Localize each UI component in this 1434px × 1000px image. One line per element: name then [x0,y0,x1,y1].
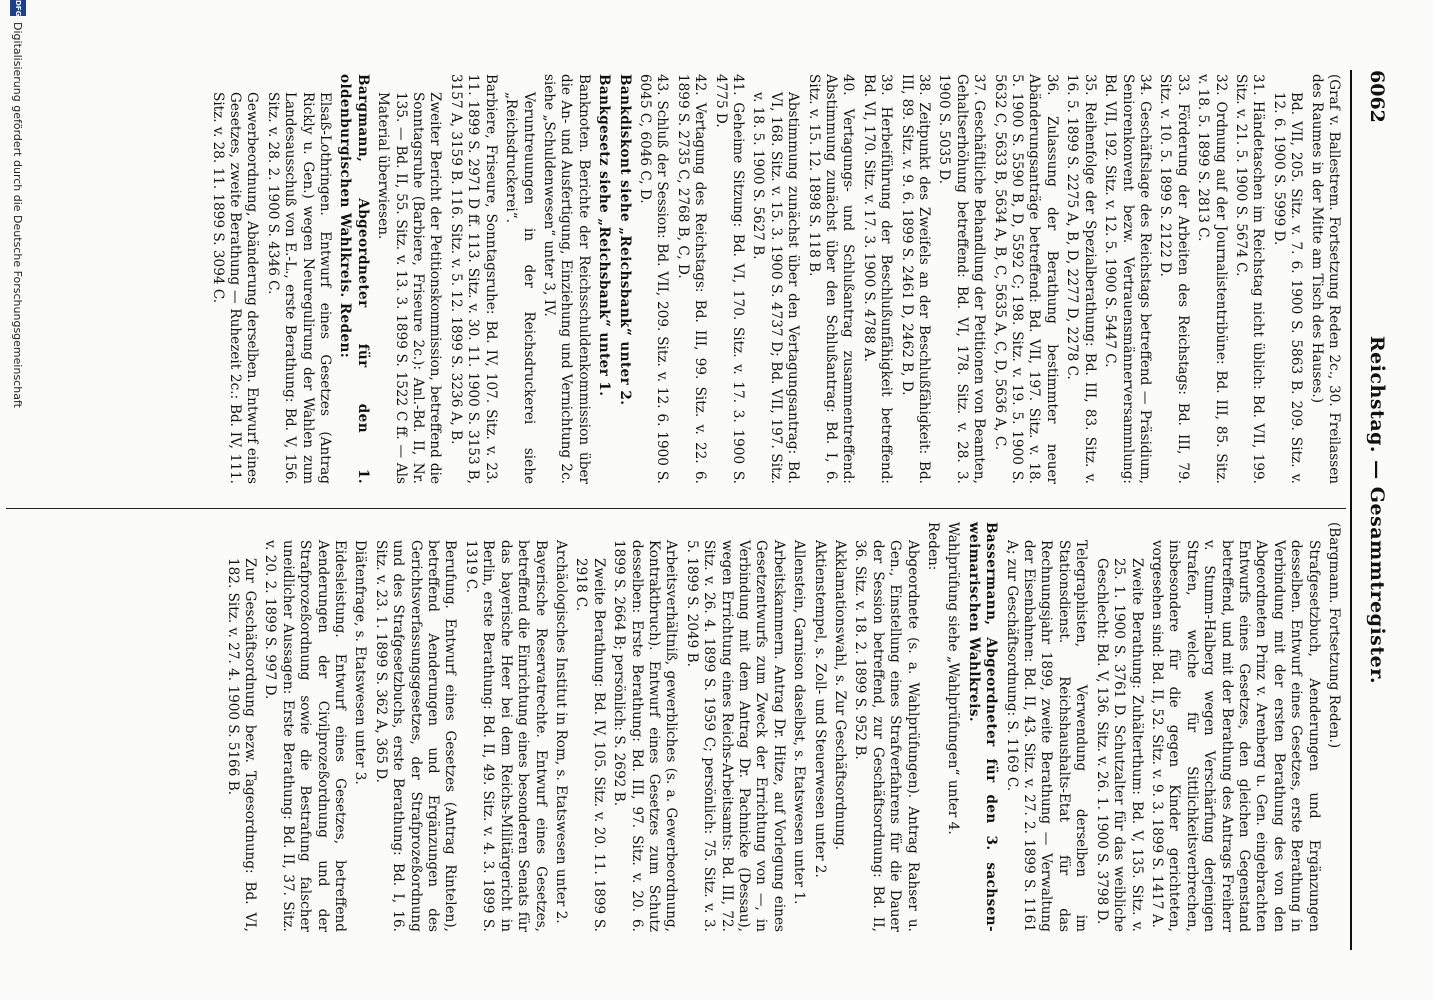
index-entry: 37. Geschäftliche Behandlung der Petitionen von Beamten, Gehaltserhöhung betreffend: Bd. VI, 178. Sitz. v. 28. 3. 1900 S. 5035 D. [936,74,988,484]
index-entry: Telegraphisten, Verwendung derselben im Stationsdienst. Reichshaushalts-Etat für das Rechnungsjahr 1899, zweite Berathung — Verwaltung der Eisenbahnen: Bd. II, 43. Sitz. v. 27. 2. 1899 S. 1161 A; zur Geschäftsordnung: S. 1169 C. [1003,540,1090,932]
index-heading: Bankgesetz siehe „Reichsbank“ unter 1. [596,74,613,397]
index-entry: Bayerische Reservatrechte. Entwurf eines Gesetzes, betreffend die Einrichtung eines besonderen Senats für das bayerische Heer bei dem Reichs-Militärgericht in Berlin, erste Berathung: Bd. II, 49. Sitz. v. 4. 3. 1899 S. 1319 C. [462,540,549,932]
index-entry: 33. Förderung der Arbeiten des Reichstags: Bd. III, 79. Sitz. v. 10. 5. 1899 S. 2122 D. [1157,74,1191,484]
index-entry: Abstimmung zunächst über den Vertagungsantrag: Bd. VI, 168. Sitz. v. 15. 3. 1900 S. 4737 D; Bd. VII, 197. Sitz. v. 18. 5. 1900 S. 5627 B. [750,92,802,484]
page-number: 6062 [1366,70,1388,123]
index-entry: 40. Vertagungs- und Schlußantrag zusammentreffend: Abstimmung zunächst über den Schlußantrag: Bd. I, 6. Sitz. v. 15. 12. 1898 S. 118 B. [805,74,857,484]
index-entry: Wahlprüfung siehe „Wahlprüfungen“ unter 4. [945,522,962,835]
index-heading: Bargmann, Abgeordneter für den 1. oldenburgischen Wahlkreis. Reden: [337,74,371,484]
index-entry: 41. Geheime Sitzung: Bd. VI, 170. Sitz. v. 17. 3. 1900 S. 4775 D. [712,74,746,484]
footer [8,0,26,1000]
index-entry: Zweite Berathung: Zuhälterthum: Bd. V, 135. Sitz. v. 25. 1. 1900 S. 3761 D. Schutzalter für das weibliche Geschlecht: Bd. V, 136. Sitz. v. 26. 1. 1900 S. 3798 D. [1093,558,1145,932]
left-column [205,74,1342,484]
index-entry: Diätenfrage, s. Etatswesen unter 3. [352,540,369,785]
index-entry: 31. Händetaschen im Reichstag nicht üblich: Bd. VII, 199. Sitz. v. 21. 5. 1900 S. 5674 C. [1232,74,1267,484]
index-entry: Archäologisches Institut in Rom, s. Etatswesen unter 2. [552,540,569,924]
index-entry: Banknoten. Berichte der Reichsschuldenkommission über die An- und Ausfertigung, Einziehung und Vernichtung 2c. siehe „Schuldenwesen“ unter 3, IV. [540,74,592,484]
index-entry: Bd. VII, 205. Sitz. v. 7. 6. 1900 S. 5863 B. 209. Sitz. v. 12. 6. 1900 S. 5999 D. [1270,92,1305,484]
index-entry: 34. Geschäftslage des Reichstags betreffend — Präsidium, Seniorenkonvent bezw. Vertrauensmännerversammlung: Bd. VII, 192. Sitz. v. 12. 5. 1900 S. 5447 C. [1102,74,1153,484]
index-entry: Reden: [925,522,942,571]
index-entry: 36. Zulassung der Berathung bestimmter neuer Abänderungsanträge betreffend: Bd. VII, 197. Sitz. v. 18. 5. 1900 S. 5590 B, D, 5592 C; 198. Sitz. v. 19. 5. 1900 S. 5632 C, 5633 B, 5634 A, B, C, 5635 A, C, D, 5636 A, C. [991,74,1060,484]
index-entry: 35. Reihenfolge der Spezialberathung: Bd. III, 83. Sitz. v. 16. 5. 1899 S. 2275 A, B, D, 2277 D, 2278 C. [1064,74,1098,484]
index-entry: Allenstein, Garnison daselbst, s. Etatswesen unter 1. [791,540,808,905]
index-entry: 43. Schluß der Session: Bd. VII, 209. Sitz. v. 12. 6. 1900 S. 6045 C, 6046 C, D. [636,74,671,484]
header-rule [1350,70,1352,950]
index-entry: 39. Herbeiführung der Beschlußunfähigkeit betreffend: Bd. VI, 170. Sitz. v. 17. 3. 1900 S. 4788 A. [860,74,895,484]
column-divider [6,508,1346,509]
dfg-logo-icon: DFG [10,0,26,16]
index-entry: Zur Geschäftsordnung bezw. Tagesordnung: Bd. VI, 182. Sitz. v. 27. 4. 1900 S. 5166 B. [224,558,259,932]
index-entry: Berufung. Entwurf eines Gesetzes (Antrag Rintelen), betreffend Aenderungen und Ergänzungen des Gerichtsverfassungsgesetzes, der Strafprozeßordnung und des Strafgesetzbuchs, erste Berathung: Bd. I, 16. Sitz. v. 23. 1. 1899 S. 362 A, 365 D. [372,540,459,932]
index-entry: (Graf v. Ballestrem. Fortsetzung Reden 2c., 30. Freilassen des Raumes in der Mitte am Tisch des Hauses.) [1308,74,1342,484]
index-entry: Barbiere, Friseure, Sonntagsruhe: Bd. IV, 107. Sitz. v. 23. 11. 1899 S. 2971 D ff. 113. Sitz. v. 30. 11. 1900 S. 3153 B, 3157 A, 3159 B. 116. Sitz. v. 5. 12. 1899 S. 3236 A, B. [447,74,499,484]
right-column [220,522,1342,932]
index-entry: Gewerbeordnung, Abänderung derselben. Entwurf eines Gesetzes, zweite Berathung — Ruhezeit 2c.: Bd. IV, 111. Sitz. v. 28. 11. 1899 S. 3094 C. [209,92,261,484]
index-entry: Strafgesetzbuch, Aenderungen und Ergänzungen desselben. Entwurf eines Gesetzes, erste Berathung in Verbindung mit der ersten Berathung des von den Abgeordneten Prinz v. Arenberg u. Gen. eingebrachten Entwurfs eines Gesetzes, den gleichen Gegenstand betreffend, und mit der Berathung des Antrags Freiherr v. Stumm-Halberg wegen Verschärfung derjenigen Strafen, welche für Sittlichkeitsverbrechen, insbesondere für die gegen Kinder gerichteten, vorgesehen sind: Bd. II, 52. Sitz. v. 9. 3. 1899 S. 1417 A. [1148,540,1322,932]
index-entry: Arbeitskammern. Antrag Dr. Hitze, auf Vorlegung eines Gesetzentwurfs zum Zweck der Errichtung von —, in Verbindung mit dem Antrag Dr. Pachnicke (Dessau), wegen Errichtung eines Reichs-Arbeitsamts: Bd. III, 72. Sitz. v. 26. 4. 1899 S. 1959 C; persönlich: 75. Sitz. v. 3. 5. 1899 S. 2049 B. [683,540,787,932]
index-entry: 32. Ordnung auf der Journalistentribüne: Bd. III, 85. Sitz. v. 18. 5. 1899 S. 2813 C. [1195,74,1229,484]
index-entry: Eidesleistung. Entwurf eines Gesetzes, betreffend Aenderungen der Civilprozeßordnung und der Strafprozeßordnung sowie die Bestrafung falscher uneidlicher Aussagen: Erste Berathung: Bd. II, 37. Sitz. v. 20. 2. 1899 S. 997 D. [262,540,349,932]
index-entry: 42. Vertagung des Reichstags: Bd. III, 99. Sitz. v. 22. 6. 1899 S. 2735 C, 2768 B, C, D. [674,74,709,484]
index-entry: Zweiter Bericht der Petitionskommission, betreffend die Sonntagsruhe (Barbiere, Friseure 2c.): Anl.-Bd. II, Nr. 135. — Bd. II, 55. Sitz. v. 13. 3. 1899 S. 1522 C ff. — Als Material überwiesen. [375,92,444,484]
index-heading: Bankdiskont siehe „Reichsbank“ unter 2. [616,74,633,406]
funding-note: Digitalisierung gefördert durch die Deutsche Forschungsgemeinschaft [11,22,24,408]
index-entry: Akklamationswahl, s. Zur Geschäftsordnung. [832,540,849,851]
index-heading: Bassermann, Abgeordneter für den 3. sachsen-weimarischen Wahlkreis. [965,522,1000,932]
index-entry: Abgeordnete (s. a. Wahlprüfungen). Antrag Rahser u. Gen., Einstellung eines Strafverfahrens für die Dauer der Session betreffend, zur Geschäftsordnung: Bd. II, 36. Sitz. v. 18. 2. 1899 S. 952 B. [852,540,921,932]
index-entry: (Bargmann. Fortsetzung Reden.) [1326,522,1342,749]
running-head: Reichstag. — Gesammtregister. [1366,335,1388,685]
index-entry: Arbeitsverhältniß, gewerbliches (s. a. Gewerbeordnung, Kontraktbruch). Entwurf eines Gesetzes zum Schutz desselben: Erste Berathung: Bd. III, 97. Sitz. v. 20. 6. 1899 S. 2664 B; persönlich: S. 2692 B. [611,540,680,932]
index-entry: Elsaß-Lothringen. Entwurf eines Gesetzes (Antrag Rickly u. Gen.) wegen Neuregulirung der Wahlen zum Landesausschuß von E.-L., erste Berathung: Bd. V, 156. Sitz. v. 28. 2. 1900 S. 4346 C. [264,92,334,484]
page-header [1358,70,1388,950]
index-entry: Zweite Berathung: Bd. IV, 105. Sitz. v. 20. 11. 1899 S. 2918 C. [573,558,607,932]
index-entry: Veruntreuungen in der Reichsdruckerei siehe „Reichsdruckerei“. [503,92,537,484]
index-entry: Aktienstempel, s. Zoll- und Steuerwesen unter 2. [811,540,828,878]
index-entry: 38. Zeitpunkt des Zweifels an der Beschlußfähigkeit: Bd. III, 89. Sitz. v. 9. 6. 1899 S. 2461 D, 2462 B, D. [898,74,933,484]
